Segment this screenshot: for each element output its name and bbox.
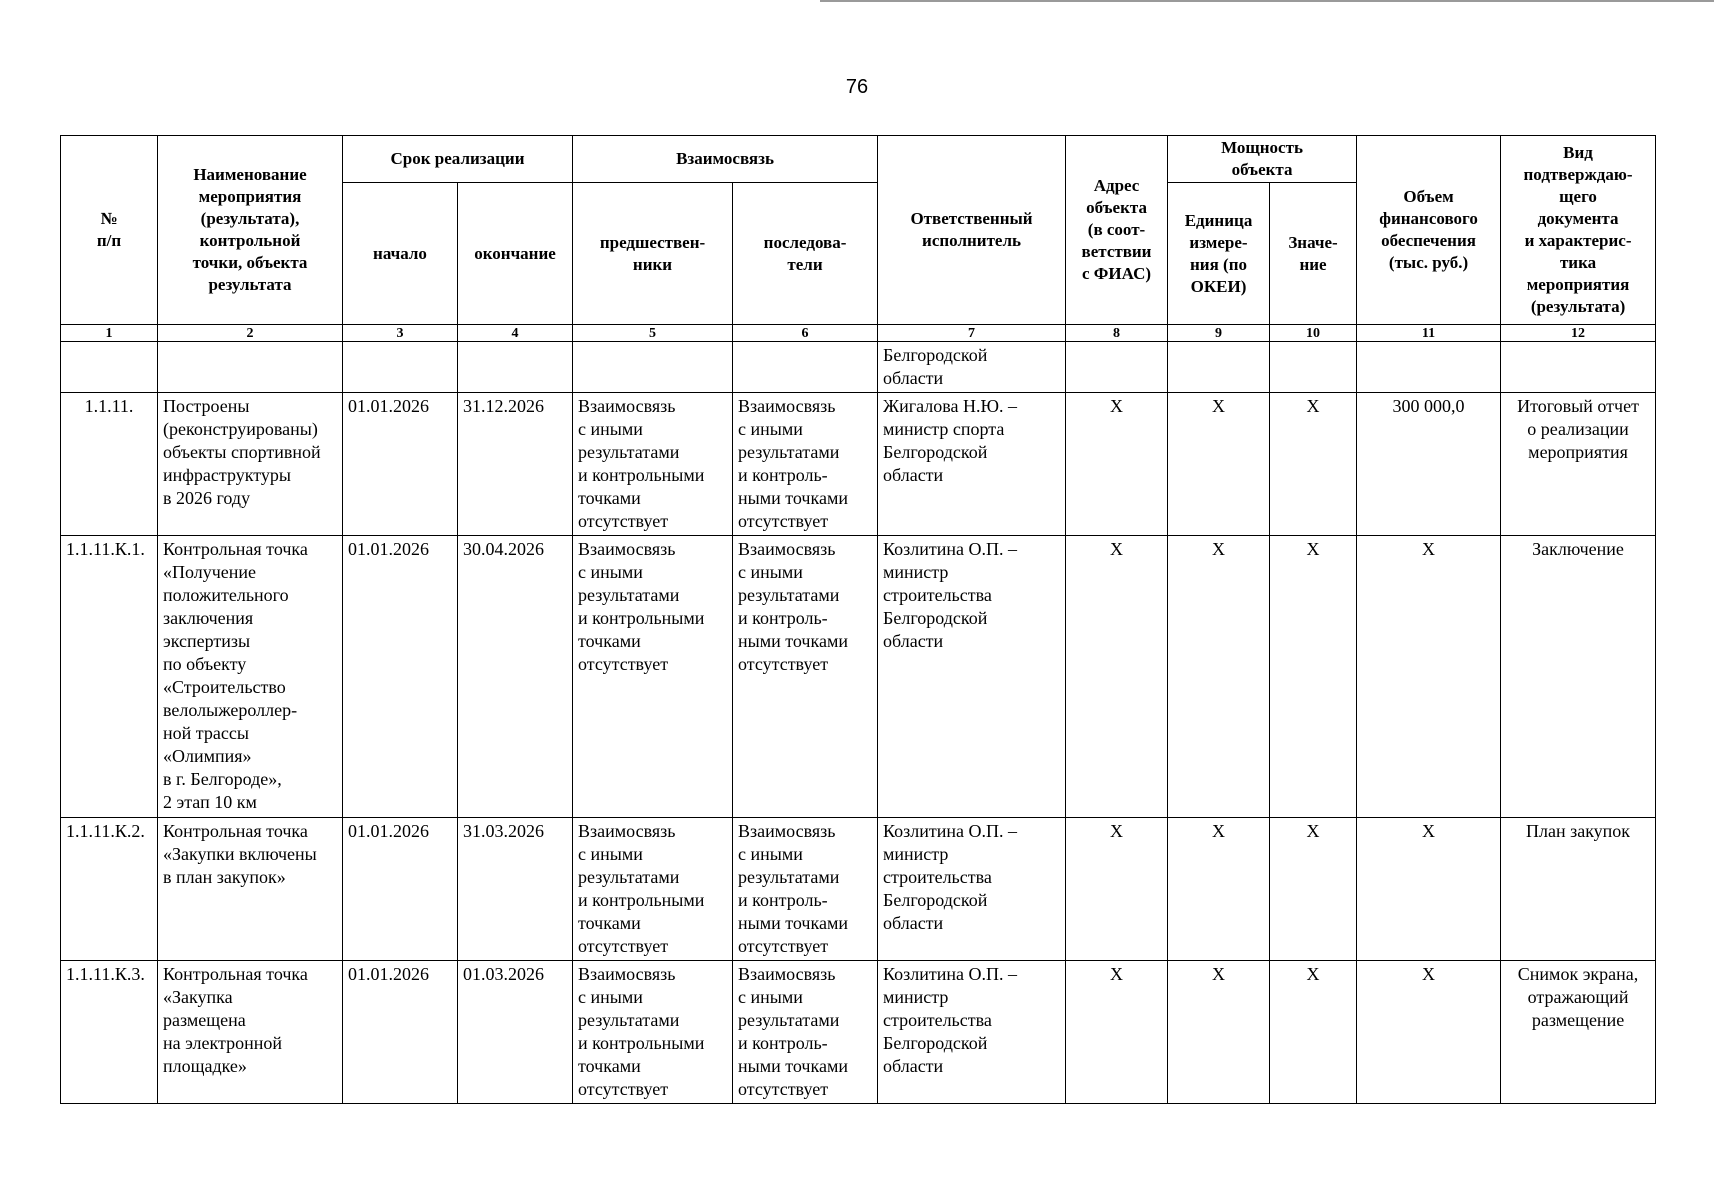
row-pred: Взаимосвязь с иными результатами и контрольными точками отсутствует — [573, 393, 733, 536]
row-doc: Заключение — [1501, 536, 1656, 818]
column-number: 1 — [61, 325, 158, 342]
row-pred: Взаимосвязь с иными результатами и контрольными точками отсутствует — [573, 818, 733, 961]
column-number-row — [61, 325, 1656, 342]
column-number: 10 — [1270, 325, 1357, 342]
row-value: X — [1270, 961, 1357, 1104]
row-finance: X — [1357, 818, 1501, 961]
activities-table — [60, 135, 1656, 1104]
table-row — [61, 961, 1656, 1104]
column-number: 5 — [573, 325, 733, 342]
row-value: X — [1270, 393, 1357, 536]
row-name: Построены (реконструированы) объекты спортивной инфраструктуры в 2026 году — [158, 393, 343, 536]
row-succ: Взаимосвязь с иными результатами и контроль- ными точками отсутствует — [733, 536, 878, 818]
row-unit: X — [1168, 961, 1270, 1104]
column-number: 4 — [458, 325, 573, 342]
row-doc: Снимок экрана, отражающий размещение — [1501, 961, 1656, 1104]
row-pred: Взаимосвязь с иными результатами и контрольными точками отсутствует — [573, 961, 733, 1104]
row-address: X — [1066, 536, 1168, 818]
header-address: Адрес объекта (в соот- ветствии с ФИАС) — [1066, 136, 1168, 325]
header-link: Взаимосвязь — [573, 136, 878, 183]
table-row — [61, 818, 1656, 961]
header-name: Наименование мероприятия (результата), контрольной точки, объекта результата — [158, 136, 343, 325]
row-start: 01.01.2026 — [343, 818, 458, 961]
header-responsible: Ответственный исполнитель — [878, 136, 1066, 325]
row-doc: Итоговый отчет о реализации мероприятия — [1501, 393, 1656, 536]
row-pred: Взаимосвязь с иными результатами и контрольными точками отсутствует — [573, 536, 733, 818]
row-succ: Взаимосвязь с иными результатами и контроль- ными точками отсутствует — [733, 818, 878, 961]
scan-edge-line — [820, 0, 1714, 2]
row-value: X — [1270, 536, 1357, 818]
row-finance: X — [1357, 961, 1501, 1104]
row-responsible: Козлитина О.П. – министр строительства Белгородской области — [878, 818, 1066, 961]
column-number: 6 — [733, 325, 878, 342]
header-value: Значе- ние — [1270, 183, 1357, 325]
row-end: 30.04.2026 — [458, 536, 573, 818]
header-capacity: Мощность объекта — [1168, 136, 1357, 183]
row-address: X — [1066, 961, 1168, 1104]
row-doc: План закупок — [1501, 818, 1656, 961]
row-num: 1.1.11.К.3. — [61, 961, 158, 1104]
column-number: 9 — [1168, 325, 1270, 342]
row-start: 01.01.2026 — [343, 961, 458, 1104]
row-end: 31.12.2026 — [458, 393, 573, 536]
header-doc: Вид подтверждаю- щего документа и характерис- тика мероприятия (результата) — [1501, 136, 1656, 325]
row-num: 1.1.11.К.1. — [61, 536, 158, 818]
header-link-pred: предшествен- ники — [573, 183, 733, 325]
column-number: 11 — [1357, 325, 1501, 342]
row-end: 01.03.2026 — [458, 961, 573, 1104]
row-name: Контрольная точка «Получение положительного заключения экспертизы по объекту «Строительство велолыжероллер- ной трассы «Олимпия» в г. Белгороде», 2 этап 10 км — [158, 536, 343, 818]
row-name: Контрольная точка «Закупка размещена на электронной площадке» — [158, 961, 343, 1104]
header-num: № п/п — [61, 136, 158, 325]
row-value: X — [1270, 818, 1357, 961]
continuation-responsible: Белгородской области — [878, 342, 1066, 393]
column-number: 8 — [1066, 325, 1168, 342]
row-address: X — [1066, 818, 1168, 961]
row-address: X — [1066, 393, 1168, 536]
table-row — [61, 536, 1656, 818]
row-succ: Взаимосвязь с иными результатами и контроль- ными точками отсутствует — [733, 961, 878, 1104]
row-succ: Взаимосвязь с иными результатами и контроль- ными точками отсутствует — [733, 393, 878, 536]
row-finance: 300 000,0 — [1357, 393, 1501, 536]
column-number: 7 — [878, 325, 1066, 342]
column-number: 12 — [1501, 325, 1656, 342]
header-unit: Единица измере- ния (по ОКЕИ) — [1168, 183, 1270, 325]
continuation-row — [61, 342, 1656, 393]
row-finance: X — [1357, 536, 1501, 818]
row-responsible: Козлитина О.П. – министр строительства Белгородской области — [878, 536, 1066, 818]
row-end: 31.03.2026 — [458, 818, 573, 961]
row-name: Контрольная точка «Закупки включены в план закупок» — [158, 818, 343, 961]
row-num: 1.1.11.К.2. — [61, 818, 158, 961]
row-unit: X — [1168, 536, 1270, 818]
header-finance: Объем финансового обеспечения (тыс. руб.) — [1357, 136, 1501, 325]
row-start: 01.01.2026 — [343, 536, 458, 818]
row-unit: X — [1168, 818, 1270, 961]
column-number: 3 — [343, 325, 458, 342]
header-link-succ: последова- тели — [733, 183, 878, 325]
header-term: Срок реализации — [343, 136, 573, 183]
header-term-start: начало — [343, 183, 458, 325]
row-responsible: Козлитина О.П. – министр строительства Белгородской области — [878, 961, 1066, 1104]
header-term-end: окончание — [458, 183, 573, 325]
column-number: 2 — [158, 325, 343, 342]
row-unit: X — [1168, 393, 1270, 536]
table-row — [61, 393, 1656, 536]
page-number: 76 — [845, 76, 869, 98]
row-num: 1.1.11. — [61, 393, 158, 536]
row-responsible: Жигалова Н.Ю. – министр спорта Белгородской области — [878, 393, 1066, 536]
row-start: 01.01.2026 — [343, 393, 458, 536]
